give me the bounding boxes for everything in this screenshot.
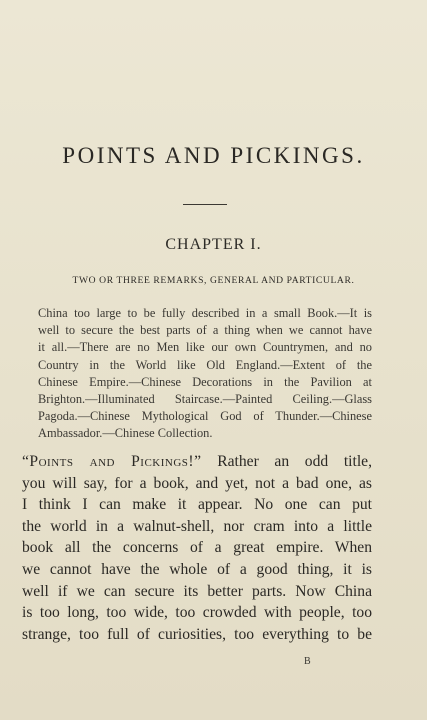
chapter-heading: CHAPTER I. <box>165 236 262 253</box>
body-line: the world in a walnut-shell, nor cram into a little <box>22 517 372 535</box>
book-title: POINTS AND PICKINGS. <box>62 143 365 168</box>
synopsis-line: Chinese Empire.—Chinese Decorations in the Pavilion at <box>38 374 372 389</box>
body-line: I think I can make it appear. No one can put <box>22 496 372 514</box>
body-line-first <box>22 451 372 473</box>
body-line: book all the concerns of a great empire. When <box>22 539 372 557</box>
body-line: we cannot have the whole of a good thing, it is <box>22 560 372 578</box>
synopsis-line: Country in the World like Old England.—Extent of the <box>38 357 372 372</box>
synopsis-line: Brighton.—Illuminated Staircase.—Painted Ceiling.—Glass <box>38 392 372 407</box>
chapter-synopsis <box>38 305 372 443</box>
synopsis-line: China too large to be fully described in a small Book.—It is <box>38 306 372 320</box>
signature-mark: B <box>304 656 312 667</box>
synopsis-line: well to secure the best parts of a thing when we cannot have <box>38 323 372 338</box>
body-line: is too long, too wide, too crowded with people, too <box>22 604 372 622</box>
title-divider-rule <box>183 204 227 205</box>
opening-rest: Rather an odd title, <box>201 453 372 470</box>
synopsis-line: Ambassador.—Chinese Collection. <box>38 426 213 441</box>
body-line: you will say, for a book, and yet, not a bad one, as <box>22 474 372 492</box>
body-line: strange, too full of curiosities, too everything to be <box>22 625 372 643</box>
synopsis-line: it all.—There are no Men like our own Countrymen, and no <box>38 340 372 355</box>
synopsis-line: Pagoda.—Chinese Mythological God of Thunder.—Chinese <box>38 409 372 424</box>
body-line: well if we can secure its better parts. Now China <box>22 582 372 600</box>
body-paragraph <box>22 451 372 645</box>
opening-quote: “Points and Pickings!” <box>22 453 202 470</box>
chapter-subtitle: TWO OR THREE REMARKS, GENERAL AND PARTICULAR. <box>72 275 355 286</box>
